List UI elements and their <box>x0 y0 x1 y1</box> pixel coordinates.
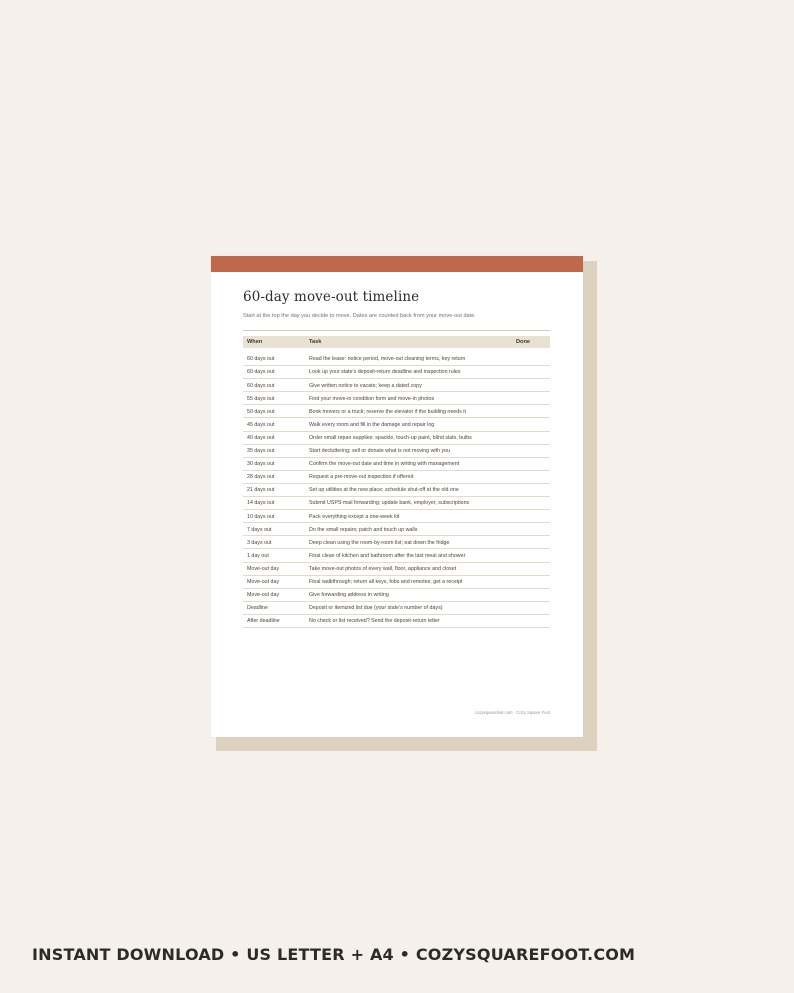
table-row <box>243 445 550 458</box>
table-row <box>243 576 550 589</box>
row-task: Take move-out photos of every wall, floor, appliance and closet <box>309 565 457 572</box>
table-row <box>243 549 550 562</box>
printable-page <box>211 256 583 737</box>
divider <box>243 330 550 331</box>
row-task: Give forwarding address in writing <box>309 592 389 599</box>
table-header <box>243 336 550 348</box>
row-task: Submit USPS mail forwarding; update bank, employer, subscriptions <box>309 500 470 507</box>
table-row <box>243 379 550 392</box>
row-when: After deadline <box>247 618 280 625</box>
table-row <box>243 458 550 471</box>
column-header-done: Done <box>516 339 530 345</box>
page-footer: cozysquarefoot.com · Cozy Square Foot <box>475 710 550 715</box>
row-when: Move-out day <box>247 592 280 599</box>
column-header-when: When <box>247 339 263 345</box>
row-when: 45 days out <box>247 421 275 428</box>
row-when: 14 days out <box>247 500 275 507</box>
row-when: Deadline <box>247 605 268 612</box>
table-row <box>243 353 550 366</box>
table-row <box>243 497 550 510</box>
row-task: Final clean of kitchen and bathroom after the last meal and shower <box>309 552 466 559</box>
row-task: Start decluttering; sell or donate what is not moving with you <box>309 448 451 455</box>
table-row <box>243 510 550 523</box>
row-when: 21 days out <box>247 487 275 494</box>
row-task: Find your move-in condition form and move-in photos <box>309 395 435 402</box>
table-row <box>243 471 550 484</box>
table-row <box>243 563 550 576</box>
row-task: Walk every room and fill in the damage and repair log <box>309 421 435 428</box>
row-task: Read the lease: notice period, move-out cleaning terms, key return <box>309 356 466 363</box>
table-row <box>243 366 550 379</box>
table-row <box>243 405 550 418</box>
row-when: 55 days out <box>247 395 275 402</box>
row-task: Final walkthrough; return all keys, fobs and remotes; get a receipt <box>309 578 463 585</box>
column-header-task: Task <box>309 339 322 345</box>
row-task: Set up utilities at the new place; schedule shut-off at the old one <box>309 487 459 494</box>
row-when: 28 days out <box>247 474 275 481</box>
table-row <box>243 392 550 405</box>
row-when: 60 days out <box>247 369 275 376</box>
row-task: Request a pre-move-out inspection if offered <box>309 474 414 481</box>
row-task: Pack everything except a one-week kit <box>309 513 400 520</box>
row-task: Look up your state's deposit-return deadline and inspection rules <box>309 369 461 376</box>
row-task: Order small repair supplies: spackle, touch-up paint, blind slats, bulbs <box>309 434 472 441</box>
timeline-table <box>243 353 550 628</box>
row-task: Book movers or a truck; reserve the elevator if the building needs it <box>309 408 466 415</box>
table-row <box>243 418 550 431</box>
row-task: Confirm the move-out date and time in writing with management <box>309 461 460 468</box>
row-when: 60 days out <box>247 356 275 363</box>
page-title: 60-day move-out timeline <box>243 289 420 305</box>
row-task: Deep clean using the room-by-room list; eat down the fridge <box>309 539 450 546</box>
row-when: 10 days out <box>247 513 275 520</box>
row-task: Give written notice to vacate; keep a dated copy <box>309 382 422 389</box>
table-row <box>243 536 550 549</box>
row-when: 7 days out <box>247 526 272 533</box>
row-when: 1 day out <box>247 552 269 559</box>
row-when: 3 days out <box>247 539 272 546</box>
product-banner: INSTANT DOWNLOAD • US LETTER + A4 • COZYSQUAREFOOT.COM <box>32 945 636 964</box>
row-task: Do the small repairs; patch and touch up walls <box>309 526 418 533</box>
row-when: Move-out day <box>247 565 280 572</box>
table-row <box>243 589 550 602</box>
table-row <box>243 602 550 615</box>
row-when: 40 days out <box>247 434 275 441</box>
row-when: 35 days out <box>247 448 275 455</box>
row-when: 60 days out <box>247 382 275 389</box>
row-task: No check or list received? Send the deposit-return letter <box>309 618 440 625</box>
table-row <box>243 484 550 497</box>
page-subtitle: Start at the top the day you decide to move. Dates are counted back from your move-out date. <box>243 313 476 319</box>
table-row <box>243 615 550 628</box>
row-when: 50 days out <box>247 408 275 415</box>
table-row <box>243 523 550 536</box>
page-top-band <box>211 256 583 272</box>
row-when: Move-out day <box>247 578 280 585</box>
row-when: 30 days out <box>247 461 275 468</box>
row-task: Deposit or itemized list due (your state's number of days) <box>309 605 443 612</box>
table-row <box>243 432 550 445</box>
